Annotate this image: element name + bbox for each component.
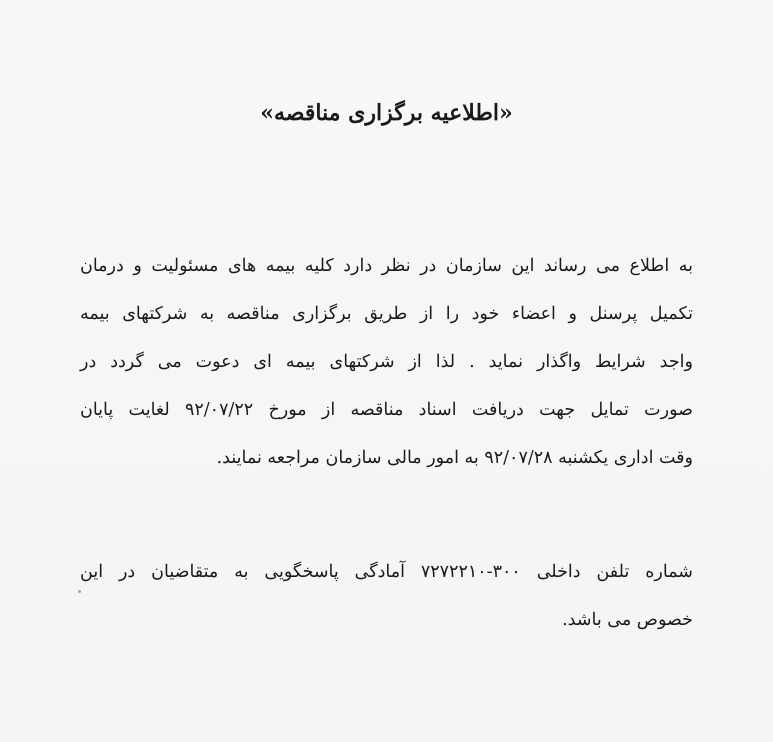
notice-body-paragraph <box>80 242 693 482</box>
scan-speck <box>78 590 81 593</box>
contact-line: شماره تلفن داخلی ۳۰۰-۷۲۷۲۲۱۰ آمادگی پاسخگویی به متقاضیان در این <box>80 562 693 582</box>
body-line: تکمیل پرسنل و اعضاء خود را از طریق برگزاری مناقصه به شرکتهای بیمه <box>80 304 693 324</box>
body-line: صورت تمایل جهت دریافت اسناد مناقصه از مورخ ۹۲/۰۷/۲۲ لغایت پایان <box>80 400 693 420</box>
body-line: واجد شرایط واگذار نماید . لذا از شرکتهای بیمه ای دعوت می گردد در <box>80 352 693 372</box>
body-line: وقت اداری یکشنبه ۹۲/۰۷/۲۸ به امور مالی سازمان مراجعه نمایند. <box>216 448 693 468</box>
notice-title: «اطلاعیه برگزاری مناقصه» <box>260 100 513 126</box>
contact-line: خصوص می باشد. <box>562 610 693 630</box>
body-line: به اطلاع می رساند این سازمان در نظر دارد کلیه بیمه های مسئولیت و درمان <box>80 256 693 276</box>
contact-paragraph <box>80 548 693 644</box>
